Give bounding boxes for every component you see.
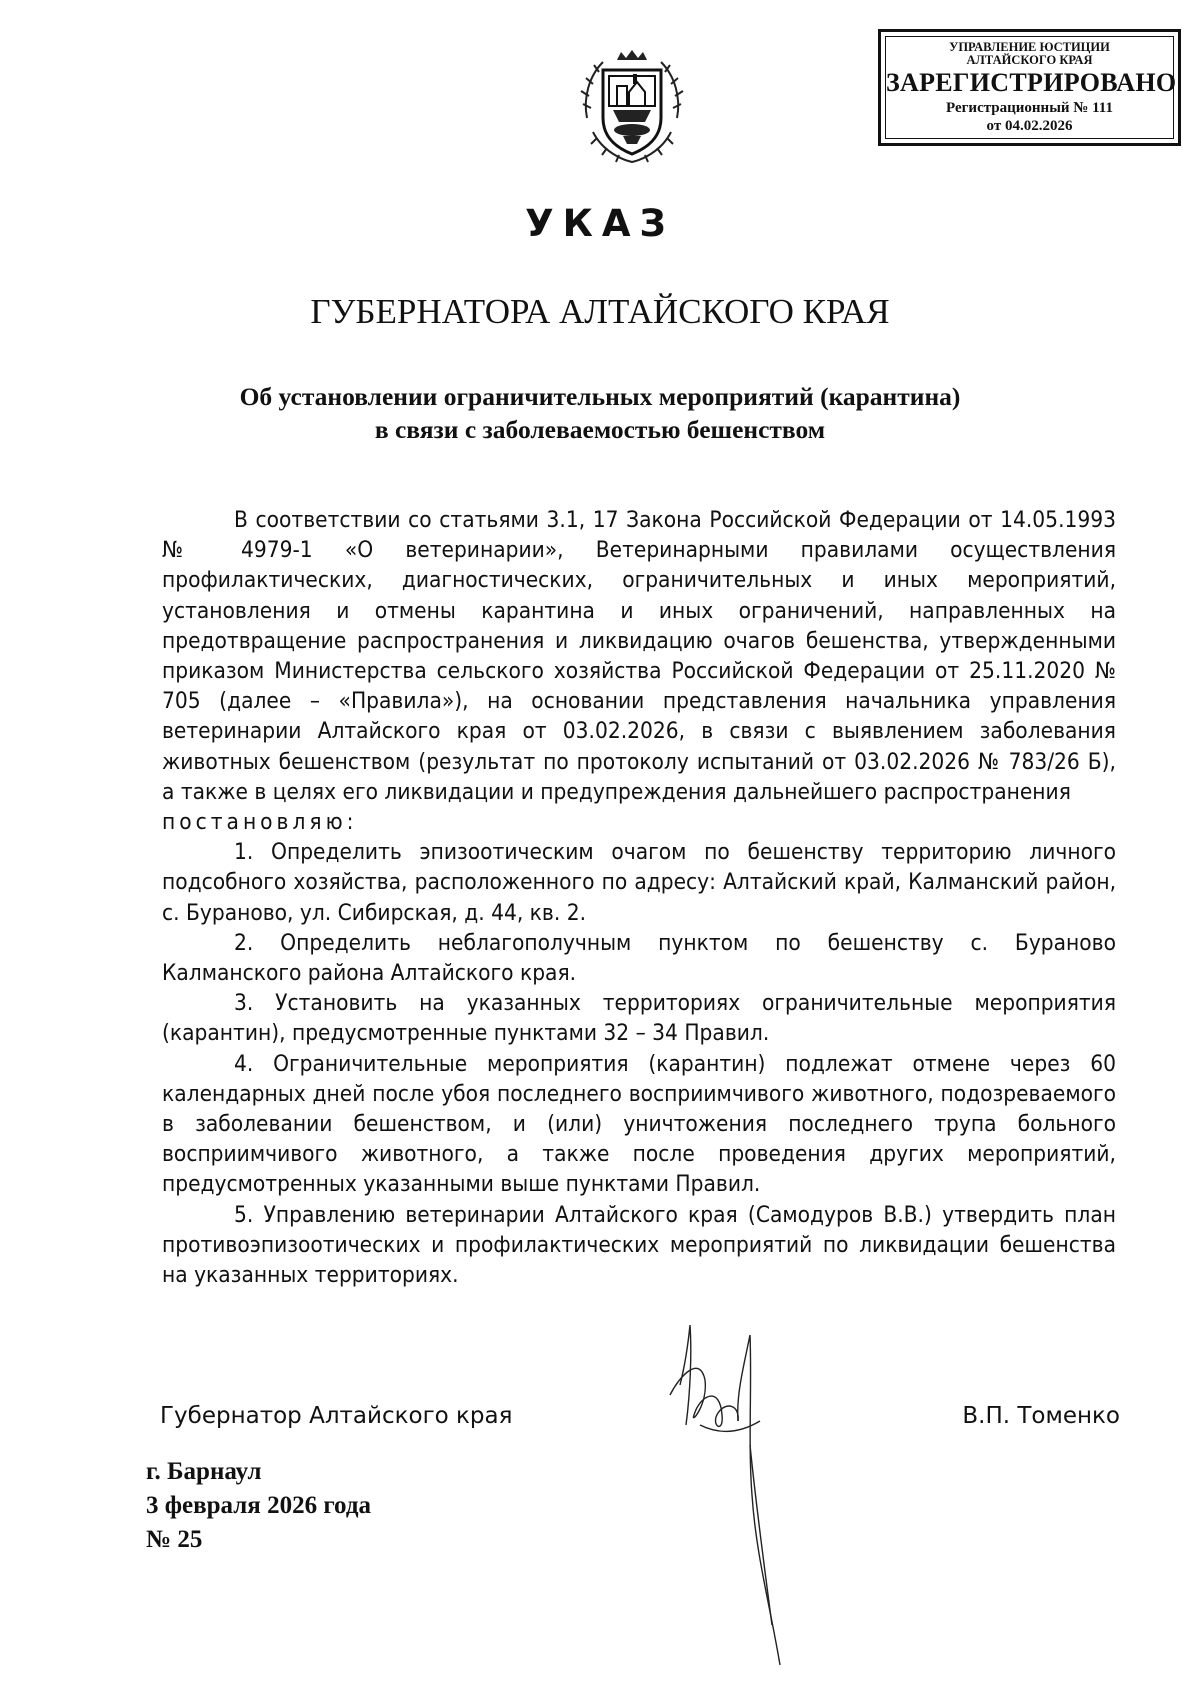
document-title: УКАЗ <box>525 202 675 245</box>
document-subtitle: ГУБЕРНАТОРА АЛТАЙСКОГО КРАЯ <box>310 292 890 331</box>
decree-item-2: 2. Определить неблагополучным пунктом по бешенству с. Бураново Калманского района Алтайского края. <box>162 929 1116 987</box>
footer-city: г. Барнаул <box>146 1458 262 1485</box>
footer-date: 3 февраля 2026 года <box>146 1492 371 1519</box>
document-footer <box>146 1455 371 1557</box>
coat-of-arms-icon <box>573 48 691 168</box>
handwritten-signature <box>660 1325 800 1675</box>
footer-number: № 25 <box>146 1526 203 1553</box>
document-heading <box>150 380 1050 446</box>
decree-word: постановляю: <box>162 809 358 836</box>
preamble-paragraph: В соответствии со статьями 3.1, 17 Закона Российской Федерации от 14.05.1993 № 4979-1 «О ветеринарии», Ветеринарными правилами осуществления профилактических, диагностических, ограничительных и иных мероприятий, установления и отмены карантина и иных ограничений, направленных на предотвращение распространения и ликвидацию очагов бешенства, утвержденными приказом Министерства сельского хозяйства Российской Федерации от 25.11.2020 № 705 (далее – «Правила»), на основании представления начальника управления ветеринарии Алтайского края от 03.02.2026, в связи с выявлением заболевания животных бешенством (результат по протоколу испытаний от 03.02.2026 № 783/26 Б), а также в целях его ликвидации и предупреждения дальнейшего распространения <box>162 507 1116 805</box>
stamp-reg-date: от 04.02.2026 <box>986 118 1073 134</box>
registration-stamp <box>878 29 1181 146</box>
heading-line2: в связи с заболеваемостью бешенством <box>374 415 826 444</box>
stamp-authority-line2: АЛТАЙСКОГО КРАЯ <box>966 53 1093 67</box>
decree-item-4: 4. Ограничительные мероприятия (карантин) подлежат отмене через 60 календарных дней после убоя последнего восприимчивого животного, подозреваемого в заболевании бешенством, и (или) уничтожения последнего трупа больного восприимчивого животного, а также после проведения других мероприятий, предусмотренных указанными выше пунктами Правил. <box>162 1050 1116 1198</box>
decree-item-5: 5. Управлению ветеринарии Алтайского края (Самодуров В.В.) утвердить план противоэпизоотических и профилактических мероприятий по ликвидации бешенства на указанных территориях. <box>162 1201 1116 1289</box>
stamp-authority-line1: УПРАВЛЕНИЕ ЮСТИЦИИ <box>949 40 1110 54</box>
signatory-position: Губернатор Алтайского края <box>160 1403 513 1429</box>
decree-item-1: 1. Определить эпизоотическим очагом по бешенству территорию личного подсобного хозяйства, расположенного по адресу: Алтайский край, Калманский район, с. Бураново, ул. Сибирская, д. 44, кв. 2. <box>162 839 1116 926</box>
stamp-registered: ЗАРЕГИСТРИРОВАНО <box>886 68 1177 97</box>
heading-line1: Об установлении ограничительных мероприятий (карантина) <box>239 382 961 411</box>
stamp-reg-number: Регистрационный № 111 <box>946 100 1113 116</box>
decree-item-3: 3. Установить на указанных территориях ограничительные мероприятия (карантин), предусмотренные пунктами 32 – 34 Правил. <box>162 990 1116 1047</box>
document-body <box>162 505 1116 1290</box>
signatory-name: В.П. Томенко <box>962 1403 1120 1429</box>
